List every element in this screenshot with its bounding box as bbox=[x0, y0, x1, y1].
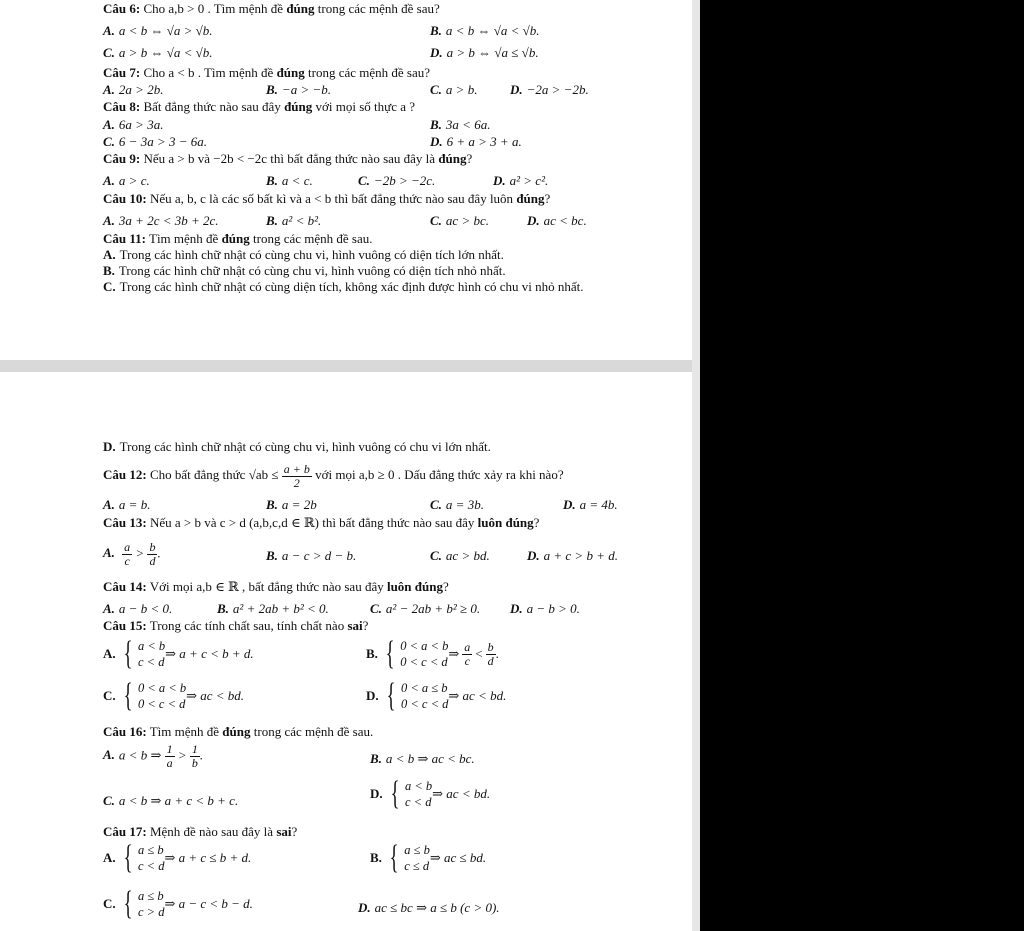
question-14: Câu 14: Với mọi a,b ∈ ℝ , bất đẳng thức nào sau đây luôn đúng? bbox=[103, 579, 449, 594]
question-8: Câu 8: Bất đẳng thức nào sau đây đúng với mọi số thực a ? bbox=[103, 99, 416, 114]
q9-option-b[interactable]: B. a < c. bbox=[266, 173, 313, 188]
q7-option-d[interactable]: D. −2a > −2b. bbox=[510, 82, 589, 97]
question-6: Câu 6: Cho a,b > 0 . Tìm mệnh đề đúng trong các mệnh đề sau? bbox=[103, 1, 440, 16]
q14-option-c[interactable]: C. a² − 2ab + b² ≥ 0. bbox=[370, 601, 481, 616]
q10-option-c[interactable]: C. ac > bc. bbox=[430, 213, 489, 228]
q7-option-c[interactable]: C. a > b. bbox=[430, 82, 478, 97]
q6-option-a[interactable]: A. a < b ⇔ √a > √b. bbox=[103, 23, 213, 38]
q15-option-b[interactable]: B. { 0 < a < b 0 < c < d ⇒ $\frac{a}{c}$ < $\frac{b}{d}$ . bbox=[366, 635, 499, 672]
q13-option-c[interactable]: C. ac > bd. bbox=[430, 548, 490, 563]
fraction-a-over-c: $\frac{a}{c}$ bbox=[464, 639, 471, 668]
q11-option-b[interactable]: B. Trong các hình chữ nhật có cùng chu vi, hình vuông có diện tích nhỏ nhất. bbox=[103, 263, 506, 278]
q11-option-a[interactable]: A. Trong các hình chữ nhật có cùng chu vi, hình vuông có diện tích lớn nhất. bbox=[103, 247, 504, 262]
q10-option-a[interactable]: A. 3a + 2c < 3b + 2c. bbox=[103, 213, 219, 228]
question-17: Câu 17: Mệnh đề nào sau đây là sai? bbox=[103, 824, 298, 839]
q10-option-d[interactable]: D. ac < bc. bbox=[527, 213, 587, 228]
page-edge bbox=[692, 0, 700, 931]
q16-option-b[interactable]: B. a < b ⇒ ac < bc. bbox=[370, 751, 475, 766]
q13-option-d[interactable]: D. a + c > b + d. bbox=[527, 548, 618, 563]
q12-option-b[interactable]: B. a = 2b bbox=[266, 497, 317, 512]
q15-option-a[interactable]: A. { a < b c < d ⇒ a + c < b + d. bbox=[103, 635, 254, 672]
question-7: Câu 7: Cho a < b . Tìm mệnh đề đúng trong các mệnh đề sau? bbox=[103, 65, 431, 80]
q9-option-c[interactable]: C. −2b > −2c. bbox=[358, 173, 436, 188]
fraction-a-plus-b-over-2: $\frac{a + b}{2}$ bbox=[283, 461, 310, 490]
q12-option-d[interactable]: D. a = 4b. bbox=[563, 497, 618, 512]
q12-option-c[interactable]: C. a = 3b. bbox=[430, 497, 484, 512]
question-16: Câu 16: Tìm mệnh đề đúng trong các mệnh đề sau. bbox=[103, 724, 374, 739]
q12-option-a[interactable]: A. a = b. bbox=[103, 497, 151, 512]
q16-option-d[interactable]: D. { a < b c < d ⇒ ac < bd. bbox=[370, 775, 491, 812]
brace-icon: { bbox=[389, 839, 399, 876]
q14-option-d[interactable]: D. a − b > 0. bbox=[510, 601, 580, 616]
q10-option-b[interactable]: B. a² < b². bbox=[266, 213, 322, 228]
q17-option-a[interactable]: A. { a ≤ b c < d ⇒ a + c ≤ b + d. bbox=[103, 839, 252, 876]
brace-icon: { bbox=[385, 635, 395, 672]
q7-option-b[interactable]: B. −a > −b. bbox=[266, 82, 331, 97]
q17-option-b[interactable]: B. { a ≤ b c ≤ d ⇒ ac ≤ bd. bbox=[370, 839, 487, 876]
q7-option-a[interactable]: A. 2a > 2b. bbox=[103, 82, 164, 97]
q16-option-a[interactable]: A. a < b ⇒ $\frac{1}{a}$ > $\frac{1}{b}$ . bbox=[103, 742, 204, 770]
fraction-1-over-a: $\frac{1}{a}$ bbox=[166, 742, 173, 770]
q8-option-d[interactable]: D. 6 + a > 3 + a. bbox=[430, 134, 522, 149]
q17-option-d[interactable]: D. ac ≤ bc ⇒ a ≤ b (c > 0). bbox=[358, 900, 500, 915]
q6-option-b[interactable]: B. a < b ⇔ √a < √b. bbox=[430, 23, 540, 38]
question-11: Câu 11: Tìm mệnh đề đúng trong các mệnh đề sau. bbox=[103, 231, 373, 246]
brace-icon: { bbox=[123, 839, 133, 876]
fraction-a-over-c: $\frac{a}{c}$ bbox=[124, 540, 131, 568]
q8-option-a[interactable]: A. 6a > 3a. bbox=[103, 117, 164, 132]
q8-option-b[interactable]: B. 3a < 6a. bbox=[430, 117, 491, 132]
brace-icon: { bbox=[386, 677, 396, 714]
q6-option-c[interactable]: C. a > b ⇔ √a < √b. bbox=[103, 45, 213, 60]
q14-option-a[interactable]: A. a − b < 0. bbox=[103, 601, 173, 616]
q13-option-a[interactable]: A. $\frac{a}{c}$ > $\frac{b}{d}$ . bbox=[103, 540, 161, 568]
question-9: Câu 9: Nếu a > b và −2b < −2c thì bất đẳng thức nào sau đây là đúng? bbox=[103, 151, 473, 166]
q15-option-c[interactable]: C. { 0 < a < b 0 < c < d ⇒ ac < bd. bbox=[103, 677, 245, 714]
fraction-1-over-b: $\frac{1}{b}$ bbox=[191, 742, 198, 770]
q17-option-c[interactable]: C. { a ≤ b c > d ⇒ a − c < b − d. bbox=[103, 885, 253, 922]
question-12: Câu 12: Cho bất đẳng thức √ab ≤ $\frac{a + b}{2}$ với mọi a,b ≥ 0 . Dấu đẳng thức xảy ra khi nào? bbox=[103, 461, 564, 490]
q11-option-c[interactable]: C. Trong các hình chữ nhật có cùng diện tích, không xác định được hình có chu vi nhỏ nhất. bbox=[103, 279, 584, 294]
page-gap bbox=[0, 360, 692, 372]
q14-option-b[interactable]: B. a² + 2ab + b² < 0. bbox=[217, 601, 329, 616]
q8-option-c[interactable]: C. 6 − 3a > 3 − 6a. bbox=[103, 134, 207, 149]
brace-icon: { bbox=[123, 635, 133, 672]
q13-option-b[interactable]: B. a − c > d − b. bbox=[266, 548, 357, 563]
q15-option-d[interactable]: D. { 0 < a ≤ b 0 < c < d ⇒ ac < bd. bbox=[366, 677, 507, 714]
q9-option-d[interactable]: D. a² > c². bbox=[493, 173, 549, 188]
q11-option-d[interactable]: D. Trong các hình chữ nhật có cùng chu vi, hình vuông có chu vi lớn nhất. bbox=[103, 439, 491, 454]
q9-option-a[interactable]: A. a > c. bbox=[103, 173, 150, 188]
q6-option-d[interactable]: D. a > b ⇔ √a ≤ √b. bbox=[430, 45, 539, 60]
brace-icon: { bbox=[390, 775, 400, 812]
question-15: Câu 15: Trong các tính chất sau, tính chất nào sai? bbox=[103, 618, 369, 633]
q16-option-c[interactable]: C. a < b ⇒ a + c < b + c. bbox=[103, 793, 239, 808]
brace-icon: { bbox=[123, 885, 133, 922]
fraction-b-over-d: $\frac{b}{d}$ bbox=[487, 639, 494, 668]
question-13: Câu 13: Nếu a > b và c > d (a,b,c,d ∈ ℝ) thì bất đẳng thức nào sau đây luôn đúng? bbox=[103, 515, 540, 530]
fraction-b-over-d: $\frac{b}{d}$ bbox=[149, 540, 156, 568]
question-10: Câu 10: Nếu a, b, c là các số bất kì và a < b thì bất đẳng thức nào sau đây luôn đúng? bbox=[103, 191, 551, 206]
brace-icon: { bbox=[123, 677, 133, 714]
